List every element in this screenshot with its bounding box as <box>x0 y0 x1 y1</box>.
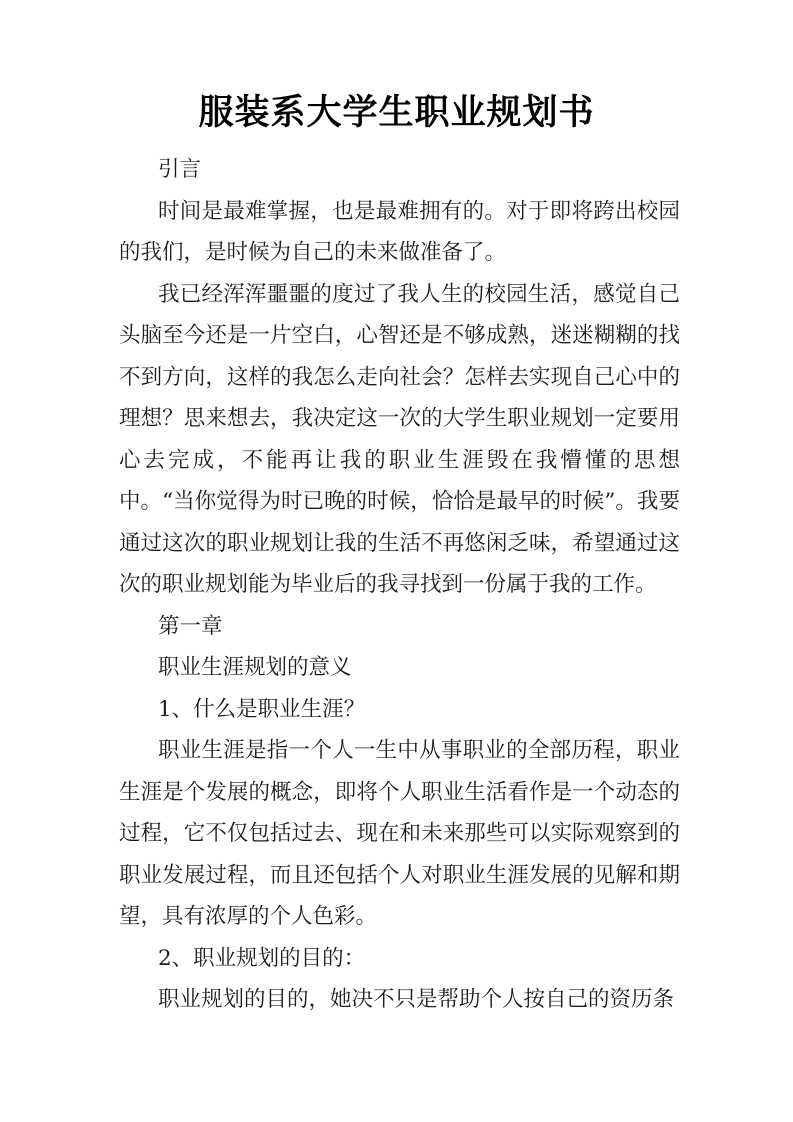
paragraph: 我已经浑浑噩噩的度过了我人生的校园生活，感觉自己头脑至今还是一片空白，心智还是不够成熟，迷迷糊糊的找不到方向，这样的我怎么走向社会？怎样去实现自己心中的理想？思来想去，我决定这一次的大学生职业规划一定要用心去完成，不能再让我的职业生涯毁在我懵懂的思想中。“当你觉得为时已晚的时候，恰恰是最早的时候”。我要通过这次的职业规划让我的生活不再悠闲乏味，希望通过这次的职业规划能为毕业后的我寻找到一份属于我的工作。 <box>119 281 680 597</box>
paragraph-subsection-heading: 1、什么是职业生涯？ <box>158 696 366 722</box>
paragraph: 职业生涯是指一个人一生中从事职业的全部历程，职业生涯是个发展的概念，即将个人职业生活看作是一个动态的过程，它不仅包括过去、现在和未来那些可以实际观察到的职业发展过程，而且还包括个人对职业生涯发展的见解和期望，具有浓厚的个人色彩。 <box>119 738 680 929</box>
paragraph-chapter-heading: 第一章 <box>158 613 223 639</box>
paragraph-section-heading: 职业生涯规划的意义 <box>158 655 352 680</box>
paragraph-intro-heading: 引言 <box>158 157 202 182</box>
paragraph-subsection-heading: 2、职业规划的目的： <box>158 945 366 971</box>
paragraph: 职业规划的目的，她决不只是帮助个人按自己的资历条 <box>158 987 675 1012</box>
paragraph: 时间是最难掌握，也是最难拥有的。对于即将跨出校园的我们，是时候为自己的未来做准备了。 <box>119 198 680 265</box>
document-title: 服装系大学生职业规划书 <box>198 92 595 133</box>
document-body <box>119 149 680 1021</box>
